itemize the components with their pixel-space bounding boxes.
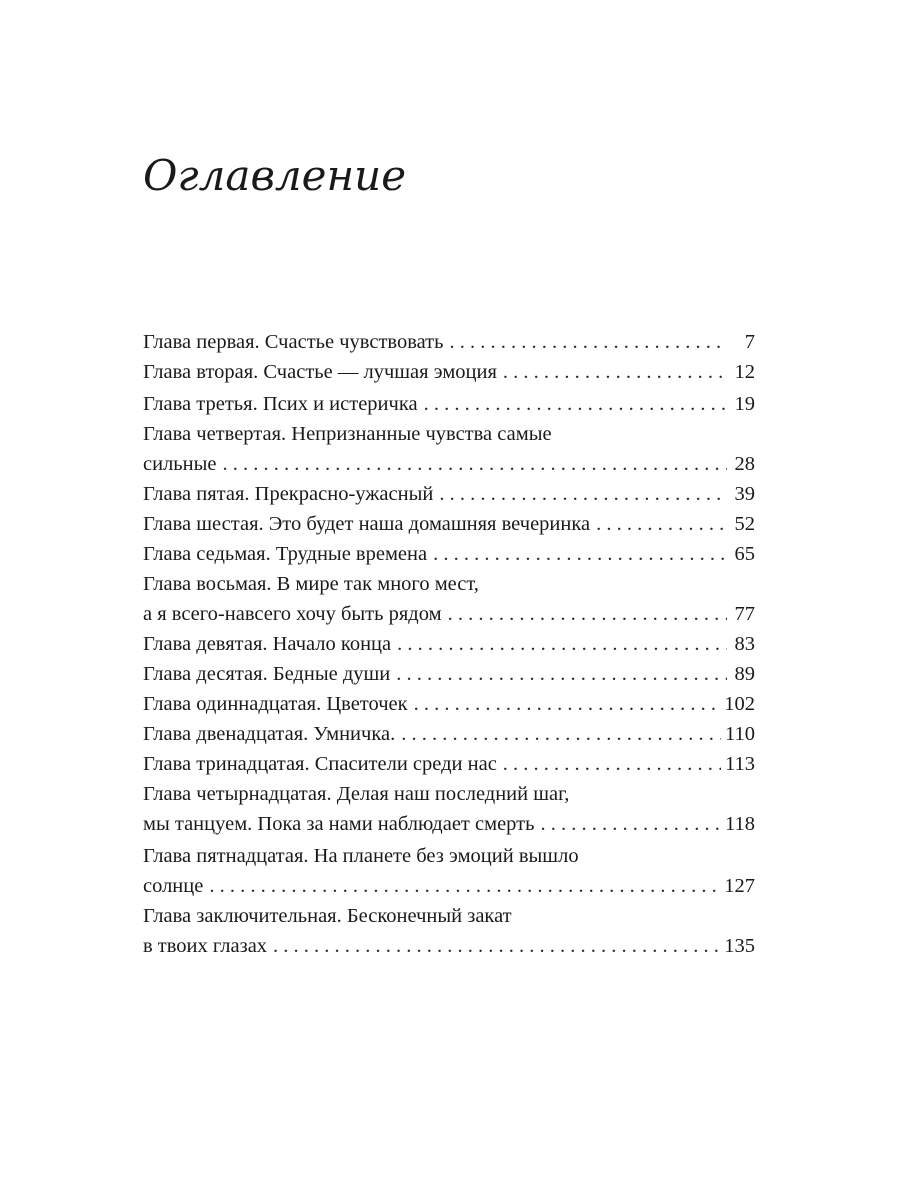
toc-entry <box>143 779 755 839</box>
toc-entry-row <box>143 357 755 387</box>
chapter-title-line: Глава четырнадцатая. Делая наш последний шаг, <box>143 783 570 805</box>
chapter-title-continued: мы танцуем. Пока за нами наблюдает смерть <box>143 813 535 835</box>
toc-entry-row <box>143 539 755 569</box>
chapter-title-line: Глава заключительная. Бесконечный закат <box>143 905 512 927</box>
page-number: 110 <box>725 723 755 745</box>
toc-entry <box>143 479 755 509</box>
toc-entry-row <box>143 931 755 961</box>
page-number: 12 <box>734 361 755 383</box>
chapter-title-continued: в твоих глазах <box>143 935 268 957</box>
toc-entry <box>143 901 755 961</box>
toc-entry-row <box>143 449 755 479</box>
toc-entry <box>143 357 755 387</box>
page-number: 89 <box>734 663 755 685</box>
chapter-title: Глава третья. Псих и истеричка <box>143 393 418 415</box>
toc-entry-row <box>143 689 755 719</box>
dot-leader <box>433 539 727 569</box>
page-number: 83 <box>734 633 755 655</box>
toc-entry-row <box>143 479 755 509</box>
dot-leader <box>503 749 721 779</box>
dot-leader <box>449 327 727 357</box>
page-number: 135 <box>724 935 755 957</box>
chapter-title-continued: а я всего-навсего хочу быть рядом <box>143 603 442 625</box>
chapter-title: Глава десятая. Бедные души <box>143 663 391 685</box>
chapter-title: Глава вторая. Счастье — лучшая эмоция <box>143 361 497 383</box>
page-number: 65 <box>734 543 755 565</box>
toc-entry-row <box>143 659 755 689</box>
toc-entry <box>143 629 755 659</box>
chapter-title-line: Глава пятнадцатая. На планете без эмоций вышло <box>143 845 579 867</box>
dot-leader <box>273 931 720 961</box>
page-number: 77 <box>734 603 755 625</box>
page-number: 7 <box>744 331 755 353</box>
toc-entry-row <box>143 389 755 419</box>
toc-entry <box>143 327 755 357</box>
toc-entry-row <box>143 719 755 749</box>
toc-entry-row <box>143 629 755 659</box>
chapter-title-line: Глава восьмая. В мире так много мест, <box>143 573 479 595</box>
chapter-title-continued: солнце <box>143 875 204 897</box>
page-number: 19 <box>734 393 755 415</box>
page-number: 127 <box>724 875 755 897</box>
chapter-title: Глава двенадцатая. Умничка. <box>143 723 396 745</box>
dot-leader <box>223 449 728 479</box>
dot-leader <box>596 509 727 539</box>
page-number: 102 <box>724 693 755 715</box>
toc-entry-row <box>143 599 755 629</box>
dot-leader <box>540 809 721 839</box>
toc-entry <box>143 719 755 749</box>
page-number: 52 <box>734 513 755 535</box>
page-number: 39 <box>734 483 755 505</box>
chapter-title: Глава первая. Счастье чувствовать <box>143 331 444 353</box>
toc-entry-row <box>143 809 755 839</box>
toc-entry-row <box>143 327 755 357</box>
page-number: 113 <box>725 753 755 775</box>
page-number: 28 <box>734 453 755 475</box>
toc-entry-row <box>143 871 755 901</box>
chapter-title: Глава тринадцатая. Спасители среди нас <box>143 753 497 775</box>
dot-leader <box>209 871 720 901</box>
toc-entry <box>143 689 755 719</box>
toc-entry <box>143 419 755 479</box>
toc-entry <box>143 569 755 629</box>
toc-entry <box>143 659 755 689</box>
chapter-title-line: Глава четвертая. Непризнанные чувства самые <box>143 423 552 445</box>
toc-entry <box>143 539 755 569</box>
chapter-title: Глава пятая. Прекрасно-ужасный <box>143 483 434 505</box>
dot-leader <box>401 719 721 749</box>
dot-leader <box>503 357 727 387</box>
toc-entry-row <box>143 749 755 779</box>
chapter-title: Глава седьмая. Трудные времена <box>143 543 428 565</box>
toc-entry <box>143 509 755 539</box>
page-title: Оглавление <box>143 151 407 200</box>
chapter-title: Глава одиннадцатая. Цветочек <box>143 693 408 715</box>
dot-leader <box>448 599 727 629</box>
toc-entry <box>143 749 755 779</box>
dot-leader <box>414 689 721 719</box>
table-of-contents <box>143 327 755 961</box>
toc-entry-row <box>143 509 755 539</box>
chapter-title-continued: сильные <box>143 453 217 475</box>
dot-leader <box>397 629 727 659</box>
chapter-title: Глава шестая. Это будет наша домашняя вечеринка <box>143 513 591 535</box>
dot-leader <box>424 389 727 419</box>
dot-leader <box>439 479 727 509</box>
toc-entry <box>143 841 755 901</box>
dot-leader <box>396 659 727 689</box>
chapter-title: Глава девятая. Начало конца <box>143 633 392 655</box>
toc-entry <box>143 389 755 419</box>
page-number: 118 <box>725 813 755 835</box>
